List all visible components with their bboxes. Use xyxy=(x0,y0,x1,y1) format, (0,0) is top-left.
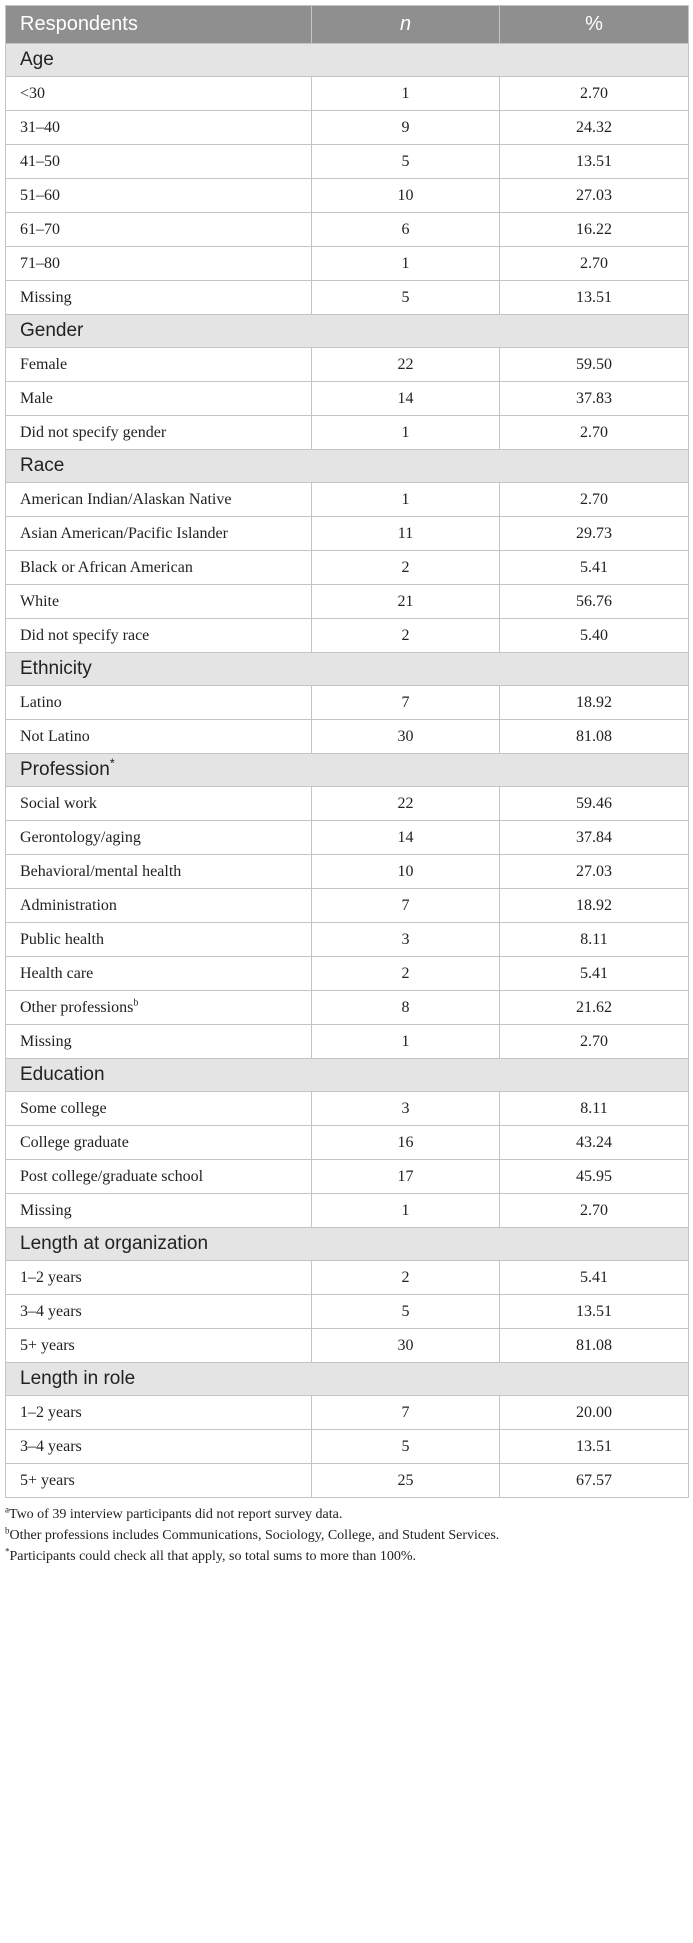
header-n: n xyxy=(312,6,500,44)
row-label-cell xyxy=(6,1295,312,1329)
section-title xyxy=(6,653,689,686)
table-row xyxy=(6,416,689,450)
row-label: Behavioral/mental health xyxy=(20,862,182,880)
row-label-cell xyxy=(6,1329,312,1363)
row-n: 7 xyxy=(312,686,500,720)
table-row xyxy=(6,787,689,821)
row-label: Administration xyxy=(20,896,117,914)
row-percent: 13.51 xyxy=(500,1295,689,1329)
row-n: 30 xyxy=(312,1329,500,1363)
row-label: 1–2 years xyxy=(20,1268,82,1286)
table-row xyxy=(6,1329,689,1363)
row-label: Missing xyxy=(20,1032,72,1050)
section-row xyxy=(6,653,689,686)
table-row xyxy=(6,1126,689,1160)
row-n: 30 xyxy=(312,720,500,754)
row-label: 71–80 xyxy=(20,254,60,272)
row-label: 3–4 years xyxy=(20,1302,82,1320)
section-title xyxy=(6,1228,689,1261)
row-n: 1 xyxy=(312,1194,500,1228)
footnote-text: Participants could check all that apply, so total sums to more than 100%. xyxy=(9,1549,417,1564)
row-n: 11 xyxy=(312,517,500,551)
section-row xyxy=(6,1363,689,1396)
row-n: 5 xyxy=(312,1430,500,1464)
row-label-cell xyxy=(6,619,312,653)
row-label-cell xyxy=(6,1160,312,1194)
footnote xyxy=(5,1525,688,1546)
row-n: 10 xyxy=(312,179,500,213)
header-respondents: Respondents xyxy=(6,6,312,44)
row-label-cell xyxy=(6,585,312,619)
section-title xyxy=(6,44,689,77)
section-title xyxy=(6,315,689,348)
row-percent: 2.70 xyxy=(500,247,689,281)
row-label-cell xyxy=(6,382,312,416)
row-percent: 81.08 xyxy=(500,720,689,754)
row-n: 22 xyxy=(312,348,500,382)
row-label: 61–70 xyxy=(20,220,60,238)
row-label: Public health xyxy=(20,930,104,948)
row-label: Social work xyxy=(20,794,97,812)
row-percent: 18.92 xyxy=(500,889,689,923)
row-label-cell xyxy=(6,957,312,991)
row-label: 5+ years xyxy=(20,1471,75,1489)
row-n: 2 xyxy=(312,957,500,991)
section-title-text: Education xyxy=(20,1064,105,1085)
section-title-text: Race xyxy=(20,455,65,476)
row-label: Did not specify race xyxy=(20,626,150,644)
row-n: 6 xyxy=(312,213,500,247)
row-label-footnote-marker: b xyxy=(133,997,139,1009)
row-percent: 37.84 xyxy=(500,821,689,855)
row-label-cell xyxy=(6,416,312,450)
row-label-cell xyxy=(6,686,312,720)
row-label-cell xyxy=(6,1464,312,1498)
table-row xyxy=(6,619,689,653)
row-label: Female xyxy=(20,355,68,373)
table-row xyxy=(6,1160,689,1194)
row-n: 25 xyxy=(312,1464,500,1498)
table-row xyxy=(6,77,689,111)
table-row xyxy=(6,1194,689,1228)
row-label-cell xyxy=(6,179,312,213)
row-label-cell xyxy=(6,889,312,923)
footnote-text: Two of 39 interview participants did not report survey data. xyxy=(9,1507,343,1522)
section-title-text: Gender xyxy=(20,320,84,341)
row-n: 2 xyxy=(312,619,500,653)
row-n: 10 xyxy=(312,855,500,889)
table-row xyxy=(6,889,689,923)
row-label: <30 xyxy=(20,84,46,102)
row-n: 21 xyxy=(312,585,500,619)
header-percent: % xyxy=(500,6,689,44)
demographics-table xyxy=(5,5,689,1498)
section-row xyxy=(6,450,689,483)
row-percent: 37.83 xyxy=(500,382,689,416)
footnote-text: Other professions includes Communications, Sociology, College, and Student Services. xyxy=(9,1528,500,1543)
row-n: 16 xyxy=(312,1126,500,1160)
row-n: 14 xyxy=(312,382,500,416)
row-label: White xyxy=(20,592,60,610)
row-percent: 81.08 xyxy=(500,1329,689,1363)
row-label: Not Latino xyxy=(20,727,90,745)
section-row xyxy=(6,1059,689,1092)
row-percent: 5.40 xyxy=(500,619,689,653)
row-n: 1 xyxy=(312,483,500,517)
table-row xyxy=(6,1464,689,1498)
row-label: Did not specify gender xyxy=(20,423,167,441)
row-label-cell xyxy=(6,855,312,889)
header-row xyxy=(6,6,689,44)
footnote xyxy=(5,1546,688,1567)
table-row xyxy=(6,821,689,855)
row-percent: 27.03 xyxy=(500,179,689,213)
row-n: 1 xyxy=(312,416,500,450)
row-percent: 5.41 xyxy=(500,957,689,991)
table-row xyxy=(6,1025,689,1059)
row-n: 1 xyxy=(312,1025,500,1059)
row-percent: 56.76 xyxy=(500,585,689,619)
row-label-cell xyxy=(6,145,312,179)
table-row xyxy=(6,1295,689,1329)
row-percent: 43.24 xyxy=(500,1126,689,1160)
row-label-cell xyxy=(6,1261,312,1295)
row-percent: 59.50 xyxy=(500,348,689,382)
section-title-text: Length in role xyxy=(20,1368,136,1389)
section-title-text: Length at organization xyxy=(20,1233,209,1254)
table-row xyxy=(6,720,689,754)
section-row xyxy=(6,315,689,348)
table-row xyxy=(6,1092,689,1126)
row-label-cell xyxy=(6,77,312,111)
section-title xyxy=(6,754,689,787)
section-row xyxy=(6,1228,689,1261)
row-label-cell xyxy=(6,1396,312,1430)
row-n: 3 xyxy=(312,1092,500,1126)
row-percent: 2.70 xyxy=(500,1025,689,1059)
section-title-footnote-marker: * xyxy=(109,755,115,771)
row-n: 17 xyxy=(312,1160,500,1194)
row-percent: 13.51 xyxy=(500,145,689,179)
row-label-cell xyxy=(6,1092,312,1126)
row-percent: 5.41 xyxy=(500,551,689,585)
table-row xyxy=(6,957,689,991)
row-label: 3–4 years xyxy=(20,1437,82,1455)
row-label: 51–60 xyxy=(20,186,60,204)
row-percent: 27.03 xyxy=(500,855,689,889)
row-label: Black or African American xyxy=(20,558,193,576)
table-row xyxy=(6,517,689,551)
row-label: American Indian/Alaskan Native xyxy=(20,490,232,508)
section-title-text: Profession xyxy=(20,759,110,780)
table-row xyxy=(6,551,689,585)
row-label-cell xyxy=(6,348,312,382)
row-label: Missing xyxy=(20,1201,72,1219)
row-label: Male xyxy=(20,389,53,407)
row-label: 5+ years xyxy=(20,1336,75,1354)
row-label-cell xyxy=(6,517,312,551)
row-label-cell xyxy=(6,213,312,247)
row-percent: 24.32 xyxy=(500,111,689,145)
row-percent: 59.46 xyxy=(500,787,689,821)
table-row xyxy=(6,281,689,315)
row-label-cell xyxy=(6,821,312,855)
row-label: Other professions xyxy=(20,998,134,1016)
section-title xyxy=(6,1059,689,1092)
footnote-marker: * xyxy=(5,1546,10,1557)
row-label: Latino xyxy=(20,693,62,711)
row-percent: 2.70 xyxy=(500,483,689,517)
table-row xyxy=(6,855,689,889)
row-percent: 2.70 xyxy=(500,416,689,450)
row-n: 22 xyxy=(312,787,500,821)
row-n: 2 xyxy=(312,551,500,585)
section-title-text: Ethnicity xyxy=(20,658,92,679)
footnote xyxy=(5,1504,688,1525)
table-row xyxy=(6,991,689,1025)
table-row xyxy=(6,213,689,247)
table-row xyxy=(6,179,689,213)
table-row xyxy=(6,686,689,720)
section-title xyxy=(6,1363,689,1396)
row-percent: 21.62 xyxy=(500,991,689,1025)
row-n: 3 xyxy=(312,923,500,957)
section-title-text: Age xyxy=(20,49,54,70)
table-row xyxy=(6,585,689,619)
row-label-cell xyxy=(6,923,312,957)
row-label: Some college xyxy=(20,1099,107,1117)
row-n: 8 xyxy=(312,991,500,1025)
row-percent: 8.11 xyxy=(500,923,689,957)
footnote-marker: b xyxy=(5,1525,10,1536)
row-label-cell xyxy=(6,991,312,1025)
row-label-cell xyxy=(6,787,312,821)
row-label-cell xyxy=(6,1194,312,1228)
row-label: College graduate xyxy=(20,1133,129,1151)
table-row xyxy=(6,382,689,416)
row-label-cell xyxy=(6,720,312,754)
row-percent: 20.00 xyxy=(500,1396,689,1430)
table-row xyxy=(6,483,689,517)
footnote-marker: a xyxy=(5,1504,9,1515)
row-percent: 8.11 xyxy=(500,1092,689,1126)
document xyxy=(5,5,688,1567)
row-n: 14 xyxy=(312,821,500,855)
row-percent: 13.51 xyxy=(500,281,689,315)
row-percent: 2.70 xyxy=(500,1194,689,1228)
row-label: Health care xyxy=(20,964,94,982)
row-percent: 45.95 xyxy=(500,1160,689,1194)
table-row xyxy=(6,1396,689,1430)
row-percent: 18.92 xyxy=(500,686,689,720)
row-label: 41–50 xyxy=(20,152,60,170)
table-row xyxy=(6,247,689,281)
row-percent: 16.22 xyxy=(500,213,689,247)
row-n: 1 xyxy=(312,247,500,281)
row-percent: 29.73 xyxy=(500,517,689,551)
row-label: Gerontology/aging xyxy=(20,828,141,846)
row-n: 7 xyxy=(312,1396,500,1430)
row-label: 1–2 years xyxy=(20,1403,82,1421)
row-n: 7 xyxy=(312,889,500,923)
table-footnotes xyxy=(5,1504,688,1567)
row-n: 1 xyxy=(312,77,500,111)
table-row xyxy=(6,1261,689,1295)
row-n: 2 xyxy=(312,1261,500,1295)
table-row xyxy=(6,111,689,145)
row-label-cell xyxy=(6,1126,312,1160)
row-percent: 2.70 xyxy=(500,77,689,111)
section-row xyxy=(6,754,689,787)
row-percent: 67.57 xyxy=(500,1464,689,1498)
table-row xyxy=(6,1430,689,1464)
row-n: 5 xyxy=(312,145,500,179)
row-label: Asian American/Pacific Islander xyxy=(20,524,228,542)
row-label-cell xyxy=(6,483,312,517)
row-label-cell xyxy=(6,281,312,315)
row-label: 31–40 xyxy=(20,118,60,136)
row-label: Post college/graduate school xyxy=(20,1167,204,1185)
row-n: 9 xyxy=(312,111,500,145)
row-label-cell xyxy=(6,247,312,281)
section-title xyxy=(6,450,689,483)
row-n: 5 xyxy=(312,281,500,315)
table-row xyxy=(6,348,689,382)
row-label-cell xyxy=(6,1025,312,1059)
row-label-cell xyxy=(6,1430,312,1464)
table-header xyxy=(6,6,689,44)
table-row xyxy=(6,145,689,179)
row-label-cell xyxy=(6,111,312,145)
row-percent: 5.41 xyxy=(500,1261,689,1295)
table-body xyxy=(6,44,689,1498)
row-n: 5 xyxy=(312,1295,500,1329)
section-row xyxy=(6,44,689,77)
row-label-cell xyxy=(6,551,312,585)
row-label: Missing xyxy=(20,288,72,306)
table-row xyxy=(6,923,689,957)
row-percent: 13.51 xyxy=(500,1430,689,1464)
